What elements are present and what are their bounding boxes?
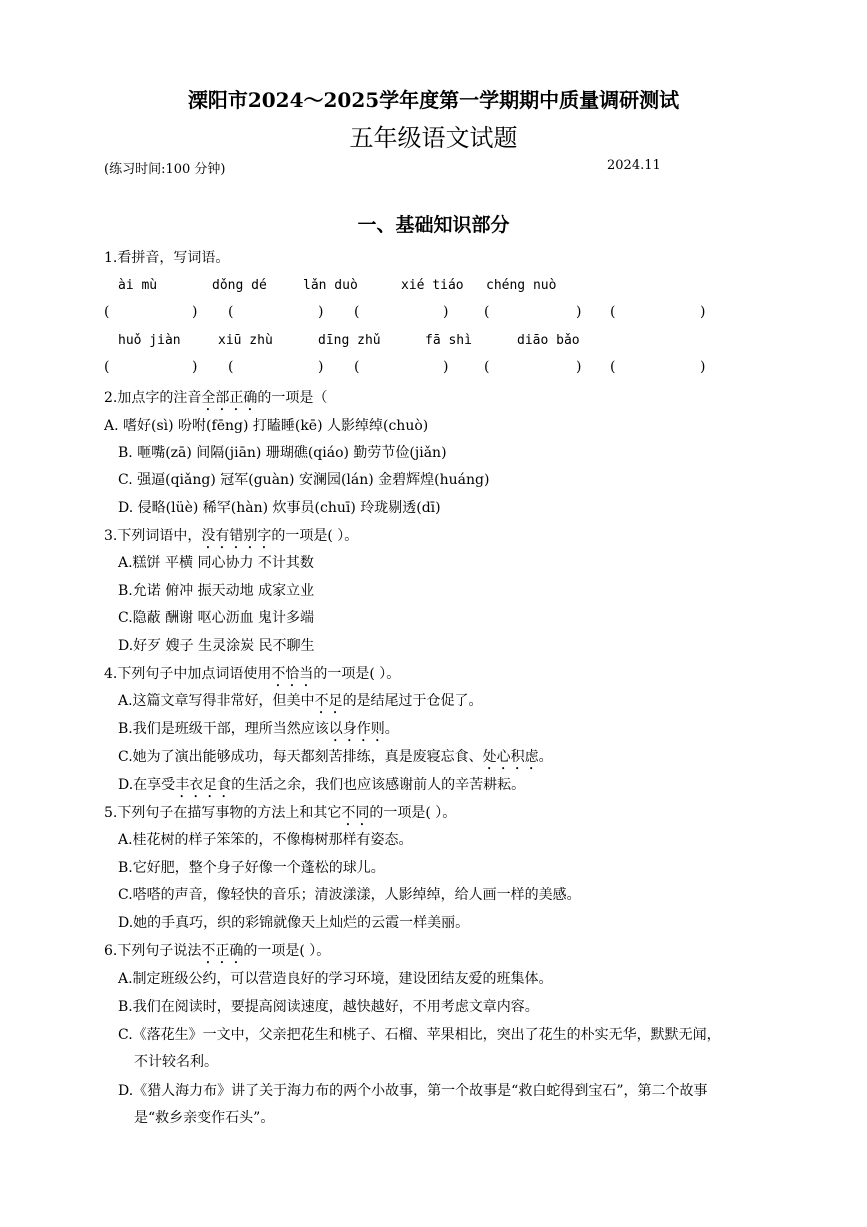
q6-option-a[interactable]: A.制定班级公约，可以营造良好的学习环境，建设团结友爱的班集体。	[118, 971, 553, 987]
answer-blank-open[interactable]: (	[228, 359, 234, 375]
answer-blank-close[interactable]: )	[318, 359, 324, 375]
pinyin-item: xiū zhù	[218, 333, 273, 348]
q1-stem: 1.看拼音，写词语。	[104, 250, 230, 266]
q4-option-b[interactable]: B.我们是班级干部，理所当然应该以身作则。	[118, 721, 399, 737]
q4-option-c[interactable]: C.她为了演出能够成功，每天都刻苦排练，真是废寝忘食、处心积虑。	[118, 749, 553, 765]
q6-option-c-line2[interactable]: 不计较名利。	[134, 1054, 218, 1070]
emphasized-text: 丰衣足食	[175, 777, 232, 793]
emphasized-text: 没有错别字	[201, 528, 272, 544]
exam-title-line1: 溧阳市2024～2025学年度第一学期期中质量调研测试	[187, 88, 680, 112]
q6-option-b[interactable]: B.我们在阅读时，要提高阅读速度，越快越好，不用考虑文章内容。	[118, 999, 539, 1015]
pinyin-item: lǎn duò	[303, 278, 358, 293]
exam-title-line2: 五年级语文试题	[349, 124, 518, 152]
answer-blank-close[interactable]: )	[700, 304, 706, 320]
q6-stem: 6.下列句子说法不正确的一项是( ）。	[104, 943, 331, 959]
answer-blank-close[interactable]: )	[443, 359, 449, 375]
q2-option-a[interactable]: A. 嗜好(sì) 吩咐(fēng) 打瞌睡(kē) 人影绰绰(chuò)	[104, 418, 429, 434]
q5-stem: 5.下列句子在描写事物的方法上和其它不同的一项是( ）。	[104, 805, 457, 821]
q3-option-b[interactable]: B.允诺 俯冲 振天动地 成家立业	[118, 583, 315, 599]
pinyin-item: dǒng dé	[212, 278, 267, 293]
pinyin-item: ài mù	[118, 278, 158, 293]
q4-stem: 4.下列句子中加点词语使用不恰当的一项是( ）。	[104, 666, 401, 682]
emphasized-text: 处心积虑	[482, 749, 539, 765]
pinyin-item: chéng nuò	[486, 278, 557, 293]
q2-option-c[interactable]: C. 强逼(qiǎng) 冠军(guàn) 安澜园(lán) 金碧辉煌(huáng)	[118, 472, 490, 488]
pinyin-item: xié tiáo	[401, 278, 464, 293]
answer-blank-close[interactable]: )	[576, 359, 582, 375]
pinyin-item: diāo bǎo	[517, 333, 580, 348]
q3-option-c[interactable]: C.隐蔽 酬谢 呕心沥血 鬼计多端	[118, 610, 315, 626]
pinyin-item: fā shì	[425, 333, 472, 348]
answer-blank-open[interactable]: (	[354, 359, 360, 375]
emphasized-text: 以身作则	[328, 721, 385, 737]
q5-option-a[interactable]: A.桂花树的样子笨笨的，不像梅树那样有姿态。	[118, 832, 413, 848]
q3-option-a[interactable]: A.糕饼 平横 同心协力 不计其数	[118, 555, 314, 571]
q2-option-b[interactable]: B. 咂嘴(zā) 间隔(jiān) 珊瑚礁(qiáo) 勤劳节俭(jiǎn)	[118, 445, 447, 461]
q5-option-d[interactable]: D.她的手真巧，织的彩锦就像天上灿烂的云霞一样美丽。	[118, 915, 470, 931]
answer-blank-close[interactable]: )	[700, 359, 706, 375]
q3-option-d[interactable]: D.好歹 嫂子 生灵涂炭 民不聊生	[118, 638, 315, 654]
answer-blank-close[interactable]: )	[192, 359, 198, 375]
q5-option-b[interactable]: B.它好肥，整个身子好像一个蓬松的球儿。	[118, 860, 385, 876]
answer-blank-open[interactable]: (	[104, 359, 110, 375]
q2-stem: 2.加点字的注音全部正确的一项是（	[104, 390, 328, 406]
answer-blank-close[interactable]: )	[318, 304, 324, 320]
answer-blank-close[interactable]: )	[443, 304, 449, 320]
answer-blank-open[interactable]: (	[104, 304, 110, 320]
emphasized-text: 不同	[341, 805, 370, 821]
emphasized-text: 不恰当	[271, 666, 314, 682]
answer-blank-close[interactable]: )	[576, 304, 582, 320]
answer-blank-open[interactable]: (	[610, 359, 616, 375]
section-title: 一、基础知识部分	[357, 214, 510, 236]
answer-blank-open[interactable]: (	[354, 304, 360, 320]
exam-date: 2024.11	[607, 158, 661, 173]
answer-blank-open[interactable]: (	[610, 304, 616, 320]
q6-option-d-line1[interactable]: D.《猎人海力布》讲了关于海力布的两个小故事，第一个故事是“救白蛇得到宝石”，第二个故事	[118, 1083, 708, 1099]
q4-option-d[interactable]: D.在享受丰衣足食的生活之余，我们也应该感谢前人的辛苦耕耘。	[118, 777, 526, 793]
pinyin-item: dīng zhǔ	[318, 333, 381, 348]
pinyin-item: huǒ jiàn	[118, 333, 181, 348]
answer-blank-open[interactable]: (	[228, 304, 234, 320]
q6-option-c-line1[interactable]: C.《落花生》一文中，父亲把花生和桃子、石榴、苹果相比，突出了花生的朴实无华，默默无闻，	[118, 1027, 721, 1043]
emphasized-text: 不正确	[201, 943, 244, 959]
emphasized-text: 全部正确	[201, 390, 258, 406]
q4-option-a[interactable]: A.这篇文章写得非常好，但美中不足的是结尾过于仓促了。	[118, 693, 483, 709]
q3-stem: 3.下列词语中，没有错别字的一项是( ）。	[104, 528, 359, 544]
q5-option-c[interactable]: C.嗒嗒的声音，像轻快的音乐；清波漾漾，人影绰绰，给人画一样的美感。	[118, 887, 581, 903]
q6-option-d-line2[interactable]: 是“救乡亲变作石头”。	[134, 1110, 275, 1126]
q2-option-d[interactable]: D. 侵略(lüè) 稀罕(hàn) 炊事员(chuī) 玲珑剔透(dī)	[118, 500, 441, 516]
time-note: (练习时间:100 分钟)	[104, 162, 226, 177]
answer-blank-close[interactable]: )	[192, 304, 198, 320]
emphasized-text: 不足	[314, 693, 343, 709]
answer-blank-open[interactable]: (	[484, 304, 490, 320]
answer-blank-open[interactable]: (	[484, 359, 490, 375]
